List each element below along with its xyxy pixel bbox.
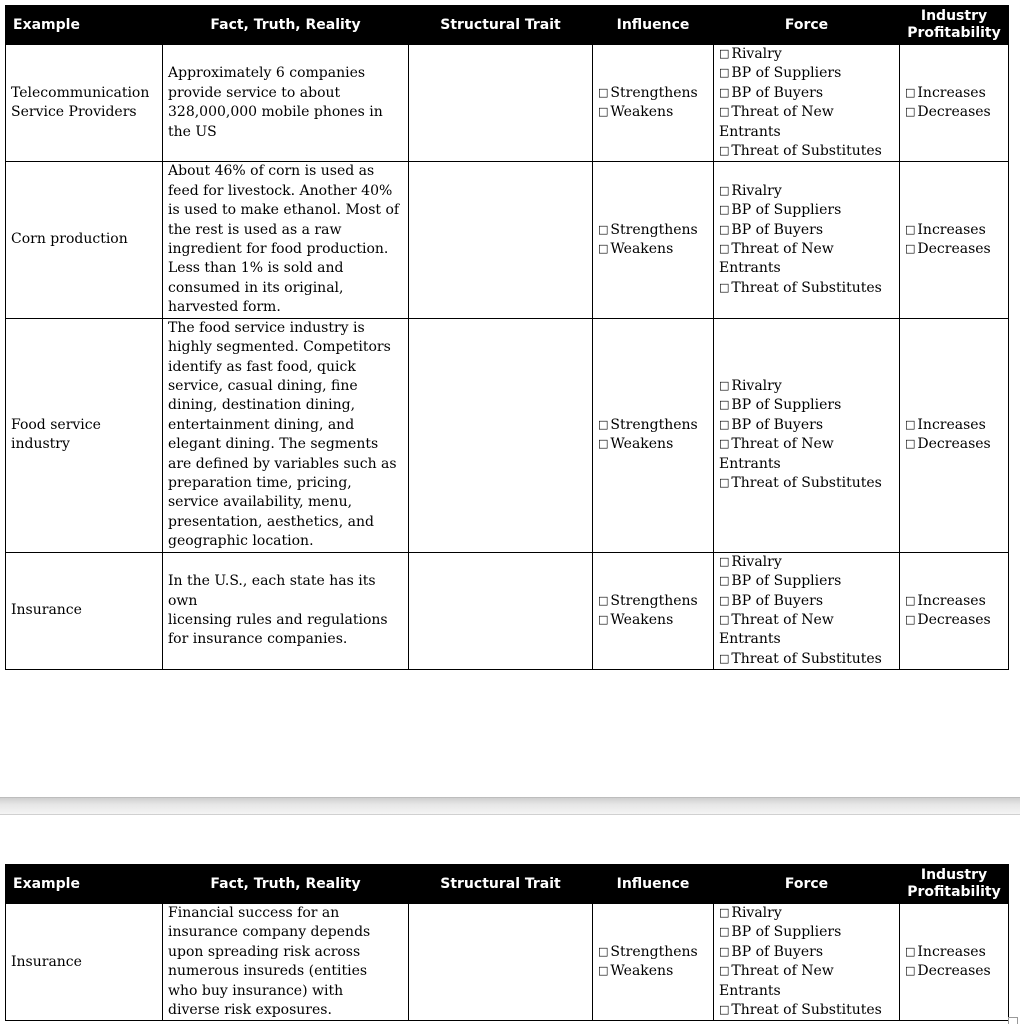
influence-cell: [593, 45, 714, 162]
header-structural-trait: Structural Trait: [409, 6, 593, 45]
influence-checkbox-option[interactable]: □ Weakens: [598, 103, 708, 122]
profitability-cell: [900, 552, 1009, 669]
fact-cell: Financial success for an insurance company depends upon spreading risk across numerous insureds (entities who buy insurance) with diverse risk exposures.: [163, 904, 409, 1021]
profitability-checkbox-option[interactable]: □ Decreases: [905, 962, 1003, 981]
force-cell: [714, 45, 900, 162]
fact-cell: In the U.S., each state has its own licensing rules and regulations for insurance companies.: [163, 552, 409, 669]
profitability-checkbox-option[interactable]: □ Decreases: [905, 435, 1003, 454]
force-checkbox-option[interactable]: □ Rivalry: [719, 45, 894, 64]
influence-checkbox-option[interactable]: □ Strengthens: [598, 221, 708, 240]
profitability-cell: [900, 162, 1009, 318]
example-cell: Food service industry: [6, 318, 163, 552]
influence-checkbox-option[interactable]: □ Weakens: [598, 435, 708, 454]
profitability-checkbox-option[interactable]: □ Decreases: [905, 240, 1003, 259]
influence-checkbox-option[interactable]: □ Weakens: [598, 962, 708, 981]
influence-cell: [593, 904, 714, 1021]
force-checkbox-option[interactable]: □ Rivalry: [719, 904, 894, 923]
profitability-checkbox-option[interactable]: □ Increases: [905, 592, 1003, 611]
header-example: Example: [6, 865, 163, 904]
force-checkbox-option[interactable]: □ Rivalry: [719, 553, 894, 572]
example-cell: Insurance: [6, 552, 163, 669]
influence-checkbox-option[interactable]: □ Strengthens: [598, 416, 708, 435]
influence-checkbox-option[interactable]: □ Weakens: [598, 240, 708, 259]
header-fact: Fact, Truth, Reality: [163, 865, 409, 904]
header-force: Force: [714, 6, 900, 45]
profitability-cell: [900, 904, 1009, 1021]
force-checkbox-option[interactable]: □ Threat of New Entrants: [719, 962, 894, 1001]
profitability-checkbox-option[interactable]: □ Increases: [905, 84, 1003, 103]
force-checkbox-option[interactable]: □ Rivalry: [719, 182, 894, 201]
header-fact: Fact, Truth, Reality: [163, 6, 409, 45]
force-checkbox-option[interactable]: □ Threat of Substitutes: [719, 650, 894, 669]
worksheet-table-page-2: [5, 864, 1009, 1021]
header-structural-trait: Structural Trait: [409, 865, 593, 904]
force-checkbox-option[interactable]: □ Threat of Substitutes: [719, 474, 894, 493]
example-cell: Telecommunication Service Providers: [6, 45, 163, 162]
influence-checkbox-option[interactable]: □ Weakens: [598, 611, 708, 630]
table-row: [6, 318, 1009, 552]
table-row: [6, 904, 1009, 1021]
force-checkbox-option[interactable]: □ Threat of Substitutes: [719, 279, 894, 298]
profitability-checkbox-option[interactable]: □ Increases: [905, 943, 1003, 962]
header-force: Force: [714, 865, 900, 904]
fact-cell: About 46% of corn is used as feed for livestock. Another 40% is used to make ethanol. Most of the rest is used as a raw ingredient for food production. Less than 1% is sold and consumed in its original, harvested form.: [163, 162, 409, 318]
influence-cell: [593, 318, 714, 552]
profitability-checkbox-option[interactable]: □ Decreases: [905, 611, 1003, 630]
example-cell: Corn production: [6, 162, 163, 318]
fact-cell: Approximately 6 companies provide service to about 328,000,000 mobile phones in the US: [163, 45, 409, 162]
force-checkbox-option[interactable]: □ BP of Suppliers: [719, 923, 894, 942]
force-checkbox-option[interactable]: □ Threat of Substitutes: [719, 142, 894, 161]
worksheet-table-page-1: [5, 5, 1009, 670]
force-cell: [714, 318, 900, 552]
force-checkbox-option[interactable]: □ BP of Buyers: [719, 592, 894, 611]
header-row: [6, 6, 1009, 45]
page-corner-marker: [1008, 1017, 1018, 1024]
profitability-cell: [900, 45, 1009, 162]
force-checkbox-option[interactable]: □ Threat of New Entrants: [719, 435, 894, 474]
profitability-cell: [900, 318, 1009, 552]
influence-checkbox-option[interactable]: □ Strengthens: [598, 84, 708, 103]
force-checkbox-option[interactable]: □ BP of Suppliers: [719, 396, 894, 415]
fact-cell: The food service industry is highly segmented. Competitors identify as fast food, quick service, casual dining, fine dining, destination dining, entertainment dining, and elegant dining. The segments are defined by variables such as preparation time, pricing, service availability, menu, presentation, aesthetics, and geographic location.: [163, 318, 409, 552]
influence-cell: [593, 552, 714, 669]
force-checkbox-option[interactable]: □ Rivalry: [719, 377, 894, 396]
header-row: [6, 865, 1009, 904]
header-influence: Influence: [593, 6, 714, 45]
header-industry-profitability: Industry Profitability: [900, 865, 1009, 904]
force-checkbox-option[interactable]: □ Threat of New Entrants: [719, 240, 894, 279]
force-cell: [714, 552, 900, 669]
structural-trait-cell[interactable]: [409, 45, 593, 162]
force-checkbox-option[interactable]: □ BP of Buyers: [719, 84, 894, 103]
profitability-checkbox-option[interactable]: □ Decreases: [905, 103, 1003, 122]
structural-trait-cell[interactable]: [409, 162, 593, 318]
table-row: [6, 45, 1009, 162]
structural-trait-cell[interactable]: [409, 904, 593, 1021]
structural-trait-cell[interactable]: [409, 318, 593, 552]
header-industry-profitability: Industry Profitability: [900, 6, 1009, 45]
force-cell: [714, 162, 900, 318]
influence-checkbox-option[interactable]: □ Strengthens: [598, 943, 708, 962]
force-checkbox-option[interactable]: □ Threat of New Entrants: [719, 103, 894, 142]
profitability-checkbox-option[interactable]: □ Increases: [905, 416, 1003, 435]
table-row: [6, 552, 1009, 669]
force-checkbox-option[interactable]: □ BP of Buyers: [719, 416, 894, 435]
force-checkbox-option[interactable]: □ BP of Suppliers: [719, 572, 894, 591]
profitability-checkbox-option[interactable]: □ Increases: [905, 221, 1003, 240]
header-influence: Influence: [593, 865, 714, 904]
structural-trait-cell[interactable]: [409, 552, 593, 669]
table-row: [6, 162, 1009, 318]
force-checkbox-option[interactable]: □ BP of Buyers: [719, 943, 894, 962]
force-checkbox-option[interactable]: □ BP of Suppliers: [719, 201, 894, 220]
force-checkbox-option[interactable]: □ Threat of Substitutes: [719, 1001, 894, 1020]
force-cell: [714, 904, 900, 1021]
example-cell: Insurance: [6, 904, 163, 1021]
influence-cell: [593, 162, 714, 318]
page-break-divider: [0, 797, 1020, 815]
force-checkbox-option[interactable]: □ BP of Buyers: [719, 221, 894, 240]
force-checkbox-option[interactable]: □ Threat of New Entrants: [719, 611, 894, 650]
header-example: Example: [6, 6, 163, 45]
force-checkbox-option[interactable]: □ BP of Suppliers: [719, 64, 894, 83]
influence-checkbox-option[interactable]: □ Strengthens: [598, 592, 708, 611]
